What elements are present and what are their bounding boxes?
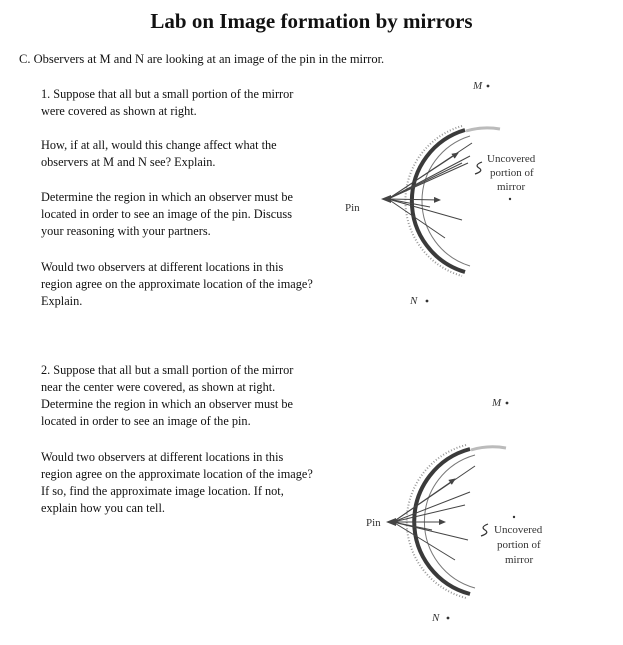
pointer-2 xyxy=(481,524,488,536)
label-n-2: N xyxy=(432,612,440,624)
diagram-1 xyxy=(345,80,536,307)
mirror-1-covered xyxy=(412,130,465,272)
question-1-change: How, if at all, would this change affect what the observers at M and N see? Explain. xyxy=(41,138,277,169)
label-pin-1: Pin xyxy=(345,202,360,214)
label-m-1: M xyxy=(473,80,483,92)
question-2-prompt: 2. Suppose that all but a small portion of the mirror near the center were covered, as shown at right. Determine the region in which an observer must be located in order to see an image of the pin. xyxy=(41,363,294,428)
question-2-observers: Would two observers at different locations in this region agree on the approximate location of the image? If so, find the approximate image location. If not, explain how you can tell. xyxy=(41,450,313,515)
label-uncovered-2-b: portion of xyxy=(497,539,541,551)
label-pin-2: Pin xyxy=(366,517,381,529)
label-m-2: M xyxy=(492,397,502,409)
label-n-1: N xyxy=(410,295,418,307)
label-uncovered-1-a: Uncovered xyxy=(487,153,536,165)
label-uncovered-1-c: mirror xyxy=(497,181,526,193)
diagram-2 xyxy=(366,397,543,624)
question-1-observers: Would two observers at different locations in this region agree on the approximate location of the image? Explain. xyxy=(41,260,313,308)
mirror-2-uncovered xyxy=(471,447,506,450)
label-uncovered-2-a: Uncovered xyxy=(494,524,543,536)
label-uncovered-1-b: portion of xyxy=(490,167,534,179)
page-title: Lab on Image formation by mirrors xyxy=(150,9,473,33)
question-1-prompt: 1. Suppose that all but a small portion of the mirror were covered as shown at right. xyxy=(41,87,294,118)
mirror-1-uncovered xyxy=(466,128,500,131)
section-heading: C. Observers at M and N are looking at an image of the pin in the mirror. xyxy=(19,52,385,66)
pointer-1 xyxy=(475,162,482,174)
question-1-region: Determine the region in which an observer must be located in order to see an image of the pin. Discuss your reasoning with your partners. xyxy=(41,190,294,238)
label-uncovered-2-c: mirror xyxy=(505,554,534,566)
